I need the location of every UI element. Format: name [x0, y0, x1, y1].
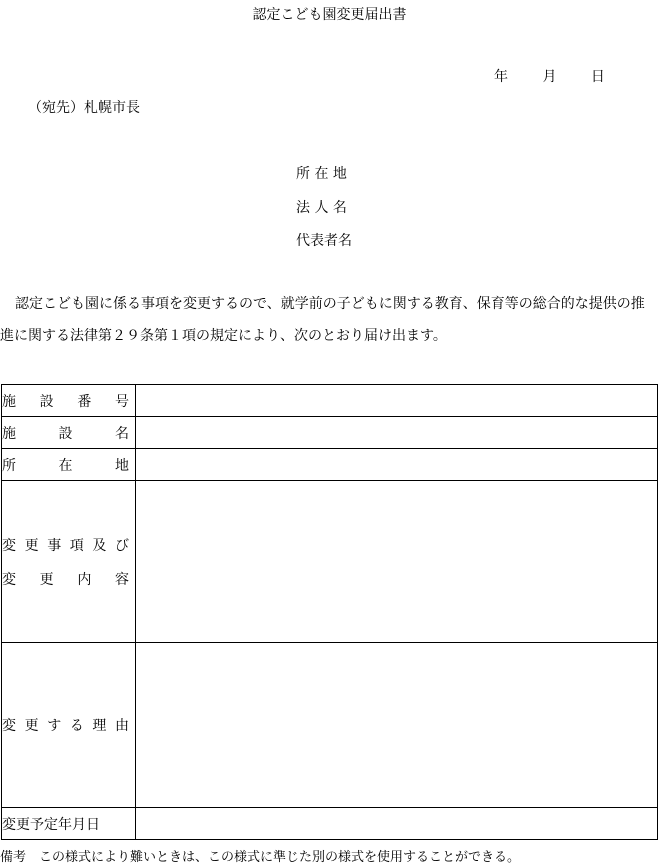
label-char: 在 — [58, 457, 73, 474]
date-month: 月 — [542, 69, 557, 85]
label-char: 号 — [114, 393, 129, 410]
addressee: （宛先）札幌市長 — [28, 100, 140, 116]
field-facility-name[interactable] — [136, 417, 658, 449]
label-planned-date — [2, 808, 136, 840]
label-char: 更 — [39, 571, 54, 588]
row-facility-number — [2, 385, 658, 417]
label-char: 番 — [77, 393, 92, 410]
label-char: 施 — [2, 425, 16, 442]
notification-form-table — [1, 384, 658, 840]
label-char: 施 — [2, 393, 16, 410]
field-location[interactable] — [136, 449, 658, 481]
date-line — [494, 66, 605, 86]
field-facility-number[interactable] — [136, 385, 658, 417]
row-location — [2, 449, 658, 481]
date-year: 年 — [494, 69, 508, 85]
sender-address-label: 所 在 地 — [296, 166, 347, 182]
label-location — [2, 449, 136, 481]
label-char: 設 — [58, 425, 73, 442]
label-char: 変 — [2, 718, 16, 734]
label-char: す — [47, 718, 62, 734]
document-title: 認定こども園変更届出書 — [252, 7, 407, 23]
label-char: 理 — [92, 718, 107, 734]
label-change-details — [2, 481, 136, 643]
body-paragraph: 認定こども園に係る事項を変更するので、就学前の子どもに関する教育、保育等の総合的な提供の推進に関する法律第２９条第１項の規定により、次のとおり届け出ます。 — [0, 296, 645, 344]
label-char: 更 — [24, 537, 39, 554]
row-change-details — [2, 481, 658, 643]
label-char: 地 — [115, 457, 129, 474]
label-char: 設 — [39, 393, 54, 410]
row-change-reason — [2, 643, 658, 808]
field-planned-date[interactable] — [136, 808, 658, 840]
date-day: 日 — [590, 69, 605, 85]
label-char: 項 — [69, 537, 84, 554]
row-facility-name — [2, 417, 658, 449]
label-char: 変 — [2, 537, 16, 554]
field-change-reason[interactable] — [136, 643, 658, 808]
label-char: る — [69, 718, 84, 734]
label-char: 事 — [47, 537, 62, 554]
label-change-reason — [2, 643, 136, 808]
label-char: 更 — [24, 718, 39, 734]
sender-rep-label: 代表者名 — [296, 233, 352, 249]
label-char: 所 — [2, 457, 16, 474]
sender-corp-label: 法 人 名 — [296, 200, 347, 216]
label-char: 内 — [77, 571, 92, 588]
label-char: 及 — [92, 537, 107, 554]
label-facility-number — [2, 385, 136, 417]
row-planned-date — [2, 808, 658, 840]
field-change-details[interactable] — [136, 481, 658, 643]
footnote: 備考 この様式により難いときは、この様式に準じた別の様式を使用することができる。 — [0, 850, 521, 865]
label-char: 由 — [114, 718, 129, 734]
label-char: 名 — [115, 425, 129, 442]
label-char: 変 — [2, 571, 16, 588]
label-facility-name — [2, 417, 136, 449]
label-char: び — [114, 537, 129, 554]
label-char: 容 — [114, 571, 129, 588]
label-text: 変更予定年月日 — [2, 816, 100, 833]
